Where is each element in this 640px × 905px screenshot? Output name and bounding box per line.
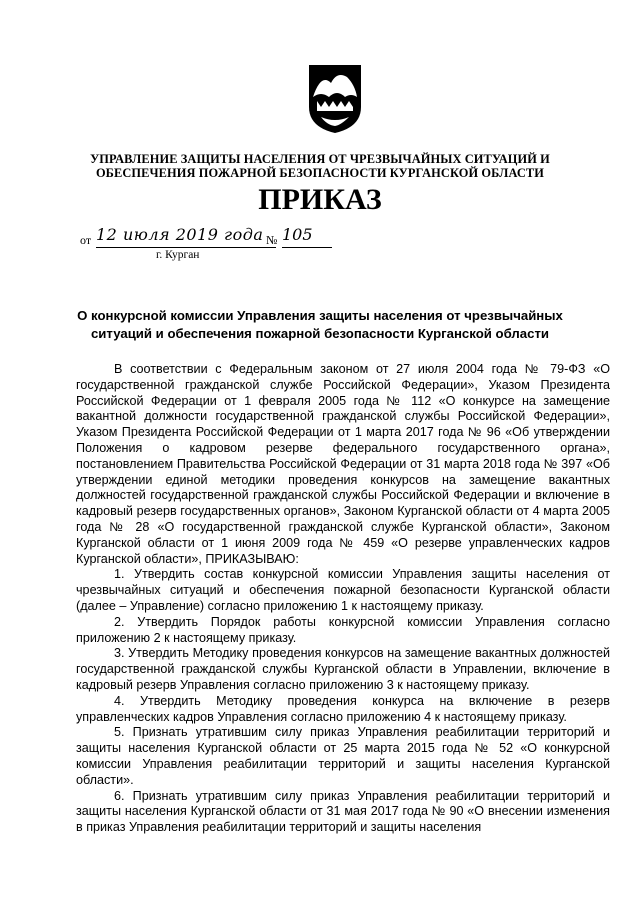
order-item: 2. Утвердить Порядок работы конкурсной комиссии Управления согласно приложению 2 к настоящему приказу. [76,614,610,645]
subject-line-1: О конкурсной комиссии Управления защиты населения от чрезвычайных [77,308,563,323]
handwritten-number: 105 [282,225,332,248]
coat-of-arms-icon [307,63,363,135]
city: г. Курган [156,249,200,261]
org-line-2: ОБЕСПЕЧЕНИЯ ПОЖАРНОЙ БЕЗОПАСНОСТИ КУРГАНСКОЙ ОБЛАСТИ [95,166,545,180]
order-item: 1. Утвердить состав конкурсной комиссии Управления защиты населения от чрезвычайных ситуаций и обеспечения пожарной безопасности Курганской области (далее – Управление) согласно приложению 1 к настоящему приказу. [76,567,610,613]
organization-name [60,152,580,180]
handwritten-date: 12 июля 2019 года [96,225,276,248]
document-body [76,362,610,836]
document-subject [70,307,570,343]
order-item: 6. Признать утратившим силу приказ Управления реабилитации территорий и защиты населения Курганской области от 31 мая 2017 года № 90 «О внесении изменения в приказ Управления реабилитации территорий и защиты населения [76,788,610,835]
order-item: 5. Признать утратившим силу приказ Управления реабилитации территорий и защиты населения Курганской области от 25 марта 2015 года № 52 «О конкурсной комиссии Управления реабилитации территорий и защиты населения Курганской области». [76,725,610,787]
subject-line-2: ситуаций и обеспечения пожарной безопасности Курганской области [90,326,550,341]
date-prefix: от [80,233,92,247]
date-line [80,225,340,251]
org-line-1: УПРАВЛЕНИЕ ЗАЩИТЫ НАСЕЛЕНИЯ ОТ ЧРЕЗВЫЧАЙНЫХ СИТУАЦИЙ И [90,152,550,166]
preamble-paragraph: В соответствии с Федеральным законом от 27 июля 2004 года № 79-ФЗ «О государственной гражданской службе Российской Федерации», Указом Президента Российской Федерации от 1 февраля 2005 года № 112 «О конкурсе на замещение вакантной должности государственной гражданской службы Российской Федерации», Указом Президента Российской Федерации от 1 марта 2017 года № 96 «Об утверждении Положения о кадровом резерве федерального государственного органа», постановлением Правительства Российской Федерации от 31 марта 2018 года № 397 «Об утверждении единой методики проведения конкурсов на замещение вакантных должностей государственной гражданской службы Российской Федерации и включение в кадровый резерв государственных органов», Законом Курганской области от 4 марта 2005 года № 28 «О государственной гражданской службе Курганской области», Законом Курганской области от 1 июня 2009 года № 459 «О резерве управленческих кадров Курганской области», ПРИКАЗЫВАЮ: [76,362,610,566]
order-item: 3. Утвердить Методику проведения конкурсов на замещение вакантных должностей государственной гражданской службы Курганской области в Управлении, включение в кадровый резерв Управления согласно приложению 3 к настоящему приказу. [76,646,610,692]
order-item: 4. Утвердить Методику проведения конкурса на включение в резерв управленческих кадров Управления согласно приложению 4 к настоящему приказу. [76,693,610,724]
document-type: ПРИКАЗ [258,183,382,216]
number-prefix: № [266,233,278,247]
